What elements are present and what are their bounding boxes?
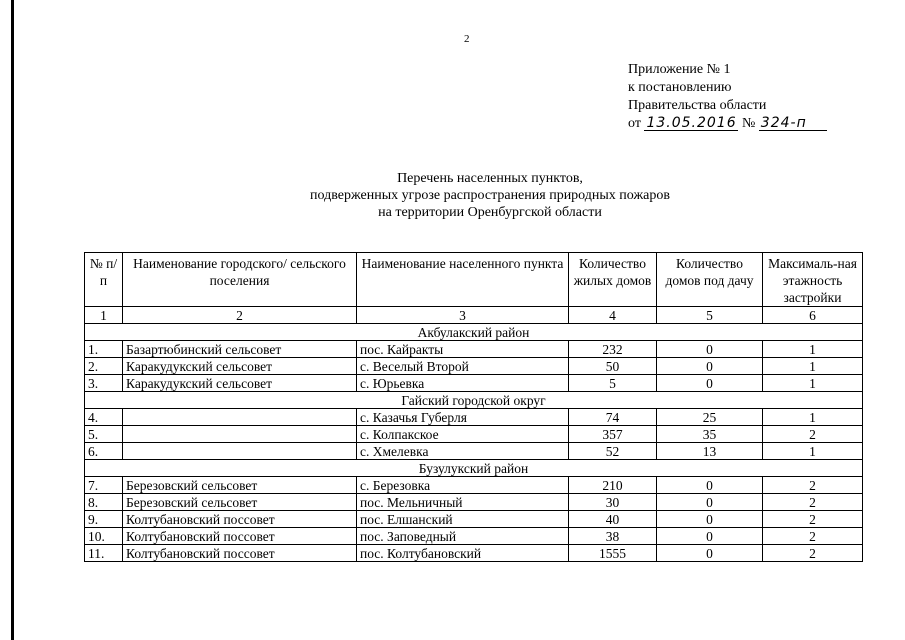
cell-houses: 38 [569, 528, 657, 545]
cell-dachas: 35 [657, 426, 763, 443]
appendix-line-2: к постановлению [628, 80, 732, 95]
cell-num: 6. [85, 443, 123, 460]
table-body [85, 307, 863, 562]
table-row [85, 409, 863, 426]
region-name: Бузулукский район [85, 460, 863, 477]
cell-floors: 1 [763, 341, 863, 358]
cell-houses: 1555 [569, 545, 657, 562]
cell-floors: 1 [763, 358, 863, 375]
from-label: от [628, 116, 641, 131]
header-row [85, 253, 863, 307]
cell-houses: 5 [569, 375, 657, 392]
cell-num: 5. [85, 426, 123, 443]
cell-locality: пос. Елшанский [357, 511, 569, 528]
table-row [85, 358, 863, 375]
cell-houses: 357 [569, 426, 657, 443]
cell-dachas: 25 [657, 409, 763, 426]
cell-locality: с. Веселый Второй [357, 358, 569, 375]
cell-locality: пос. Кайракты [357, 341, 569, 358]
region-row [85, 392, 863, 409]
cell-dachas: 13 [657, 443, 763, 460]
cell-floors: 1 [763, 409, 863, 426]
appendix-line-3: Правительства области [628, 98, 767, 113]
cell-num: 9. [85, 511, 123, 528]
cell-settlement: Колтубановский поссовет [123, 528, 357, 545]
cell-num: 2. [85, 358, 123, 375]
table-row [85, 341, 863, 358]
cell-num: 4. [85, 409, 123, 426]
cell-houses: 30 [569, 494, 657, 511]
table-row [85, 375, 863, 392]
table-row [85, 477, 863, 494]
header-dachas: Количество домов под дачу [657, 253, 763, 307]
cell-dachas: 0 [657, 494, 763, 511]
table-row [85, 443, 863, 460]
region-name: Гайский городской округ [85, 392, 863, 409]
cell-settlement: Березовский сельсовет [123, 494, 357, 511]
region-row [85, 324, 863, 341]
col-number: 5 [657, 307, 763, 324]
cell-num: 3. [85, 375, 123, 392]
cell-dachas: 0 [657, 375, 763, 392]
table-row [85, 494, 863, 511]
cell-floors: 2 [763, 528, 863, 545]
cell-locality: с. Юрьевка [357, 375, 569, 392]
number-label: № [741, 116, 756, 131]
cell-locality: с. Казачья Губерля [357, 409, 569, 426]
cell-settlement: Березовский сельсовет [123, 477, 357, 494]
cell-locality: пос. Колтубановский [357, 545, 569, 562]
table-row [85, 528, 863, 545]
cell-floors: 2 [763, 494, 863, 511]
cell-floors: 2 [763, 477, 863, 494]
cell-settlement: Базартюбинский сельсовет [123, 341, 357, 358]
cell-locality: пос. Мельничный [357, 494, 569, 511]
cell-dachas: 0 [657, 528, 763, 545]
page-number: 2 [464, 33, 470, 45]
title-line-1: Перечень населенных пунктов, [397, 171, 583, 186]
cell-settlement [123, 443, 357, 460]
cell-settlement [123, 426, 357, 443]
cell-houses: 50 [569, 358, 657, 375]
region-row [85, 460, 863, 477]
title-line-3: на территории Оренбургской области [378, 205, 602, 220]
col-number: 3 [357, 307, 569, 324]
document-title [240, 170, 740, 221]
title-line-2: подверженных угрозе распространения природных пожаров [310, 188, 670, 203]
page-edge-line [11, 0, 14, 640]
cell-locality: пос. Заповедный [357, 528, 569, 545]
region-name: Акбулакский район [85, 324, 863, 341]
cell-num: 7. [85, 477, 123, 494]
table-row [85, 545, 863, 562]
cell-settlement: Колтубановский поссовет [123, 511, 357, 528]
handwritten-number: 324-п [759, 116, 827, 131]
cell-settlement: Колтубановский поссовет [123, 545, 357, 562]
cell-floors: 2 [763, 511, 863, 528]
cell-houses: 210 [569, 477, 657, 494]
col-number: 4 [569, 307, 657, 324]
cell-dachas: 0 [657, 545, 763, 562]
column-numbers-row [85, 307, 863, 324]
cell-num: 11. [85, 545, 123, 562]
cell-floors: 1 [763, 375, 863, 392]
header-floors: Максималь-ная этажность застройки [763, 253, 863, 307]
cell-num: 10. [85, 528, 123, 545]
cell-dachas: 0 [657, 341, 763, 358]
appendix-date-line [628, 115, 827, 133]
cell-floors: 1 [763, 443, 863, 460]
header-houses: Количество жилых домов [569, 253, 657, 307]
appendix-line-1: Приложение № 1 [628, 62, 731, 77]
cell-dachas: 0 [657, 511, 763, 528]
cell-settlement [123, 409, 357, 426]
cell-dachas: 0 [657, 477, 763, 494]
cell-locality: с. Хмелевка [357, 443, 569, 460]
cell-houses: 52 [569, 443, 657, 460]
header-settlement: Наименование городского/ сельского поселения [123, 253, 357, 307]
cell-houses: 232 [569, 341, 657, 358]
cell-settlement: Каракудукский сельсовет [123, 358, 357, 375]
cell-floors: 2 [763, 545, 863, 562]
cell-houses: 74 [569, 409, 657, 426]
cell-dachas: 0 [657, 358, 763, 375]
cell-locality: с. Березовка [357, 477, 569, 494]
cell-num: 1. [85, 341, 123, 358]
col-number: 1 [85, 307, 123, 324]
cell-houses: 40 [569, 511, 657, 528]
cell-settlement: Каракудукский сельсовет [123, 375, 357, 392]
cell-floors: 2 [763, 426, 863, 443]
table-row [85, 511, 863, 528]
col-number: 6 [763, 307, 863, 324]
cell-locality: с. Колпакское [357, 426, 569, 443]
handwritten-date: 13.05.2016 [646, 115, 737, 131]
cell-num: 8. [85, 494, 123, 511]
header-num: № п/п [85, 253, 123, 307]
appendix-block [628, 61, 827, 133]
settlements-table [84, 252, 863, 562]
header-locality: Наименование населенного пункта [357, 253, 569, 307]
table-row [85, 426, 863, 443]
col-number: 2 [123, 307, 357, 324]
